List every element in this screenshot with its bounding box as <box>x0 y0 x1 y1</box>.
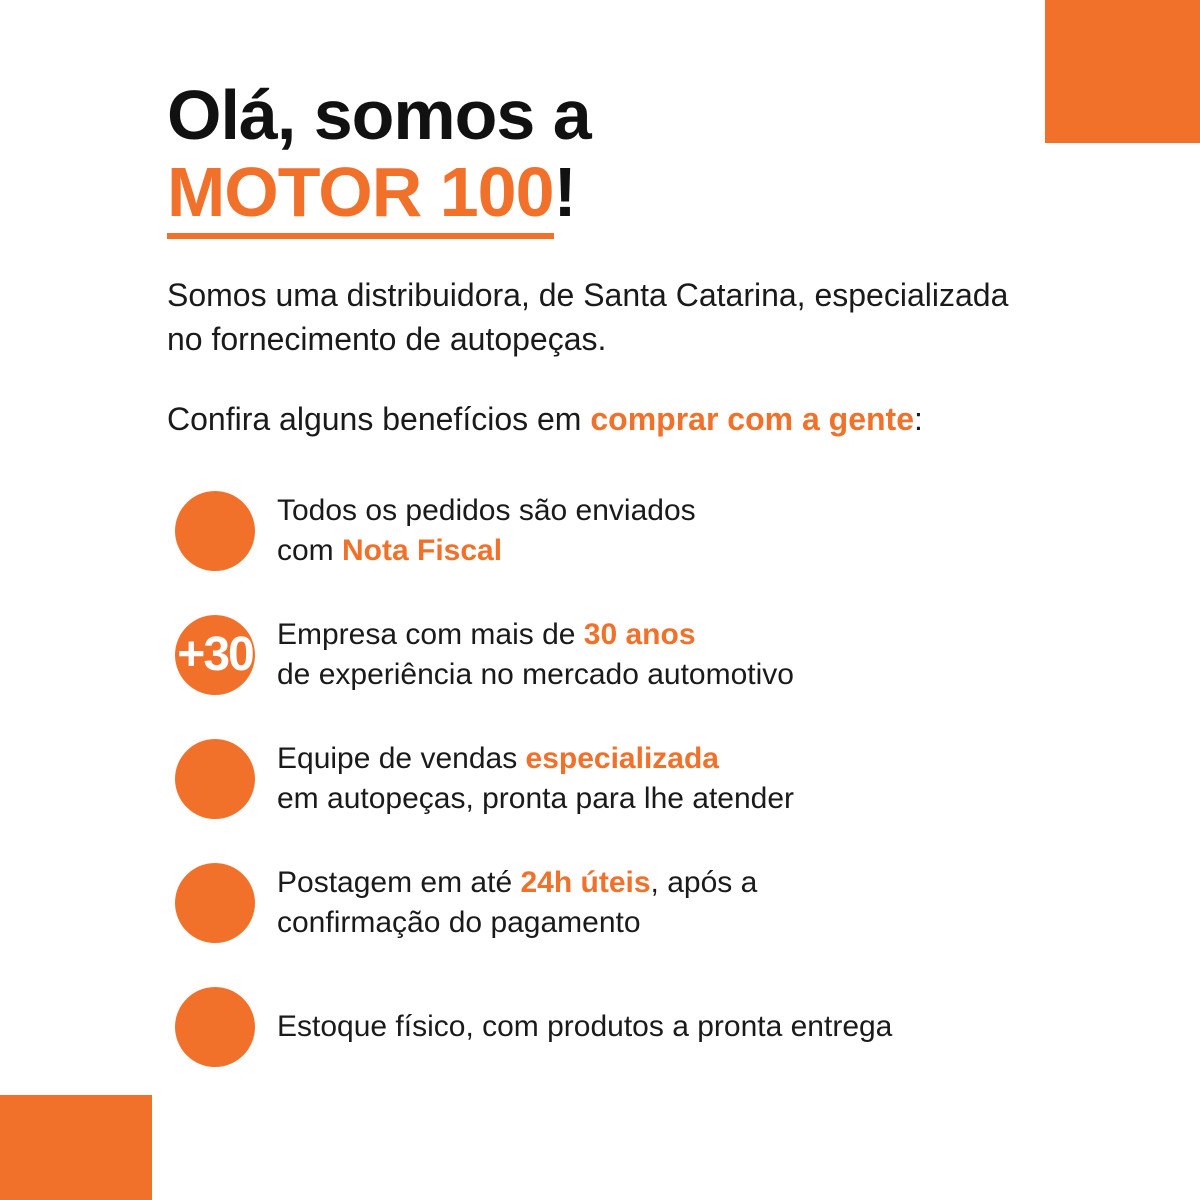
benefit-4-line1-suffix: , após a <box>650 866 758 900</box>
list-item-text <box>277 615 794 694</box>
benefit-5-line1: Estoque físico, com produtos a pronta entrega <box>277 1009 893 1043</box>
list-item <box>167 483 1077 579</box>
badge-plus-30-label: +30 <box>177 628 253 682</box>
sales-agent-icon <box>167 731 263 827</box>
package-stopwatch-icon <box>167 855 263 951</box>
benefits-lead-suffix: : <box>914 401 923 438</box>
benefit-1-line1: Todos os pedidos são enviados <box>277 494 696 528</box>
decorative-square-bottom-left <box>0 1095 152 1200</box>
benefit-1-line2-prefix: com <box>277 533 343 567</box>
benefits-lead <box>167 399 1077 441</box>
benefit-1-line2-highlight: Nota Fiscal <box>342 533 503 567</box>
list-item <box>167 979 1077 1075</box>
list-item <box>167 607 1077 703</box>
list-item <box>167 731 1077 827</box>
page-title <box>167 76 1077 232</box>
headline-line-1: Olá, somos a <box>167 76 591 154</box>
benefits-lead-prefix: Confira alguns benefícios em <box>167 401 591 438</box>
benefit-2-line1-highlight: 30 anos <box>583 618 696 652</box>
benefit-2-line1-prefix: Empresa com mais de <box>277 618 584 652</box>
list-item-text <box>277 863 757 942</box>
benefits-lead-highlight: comprar com a gente <box>590 401 914 438</box>
benefits-list <box>167 483 1077 1075</box>
intro-paragraph: Somos uma distribuidora, de Santa Catarina, especializada no fornecimento de autopeças. <box>167 276 1009 357</box>
list-item <box>167 855 1077 951</box>
clipboard-check-icon <box>167 979 263 1075</box>
plus-30-badge-icon <box>167 607 263 703</box>
benefit-3-line1-prefix: Equipe de vendas <box>277 742 526 776</box>
benefit-3-line1-highlight: especializada <box>525 742 719 776</box>
list-item-text <box>277 491 696 570</box>
list-item-text <box>277 1007 892 1047</box>
content-area <box>167 76 1077 1075</box>
benefit-4-line1-highlight: 24h úteis <box>520 866 651 900</box>
benefit-3-line2: em autopeças, pronta para lhe atender <box>277 781 795 815</box>
headline-exclamation: ! <box>553 153 576 232</box>
brand-name: MOTOR 100 <box>167 153 554 239</box>
receipt-icon <box>167 483 263 579</box>
benefit-4-line1-prefix: Postagem em até <box>277 866 521 900</box>
benefit-4-line2: confirmação do pagamento <box>277 905 641 939</box>
headline-line-2 <box>167 153 1077 232</box>
list-item-text <box>277 739 794 818</box>
benefit-2-line2: de experiência no mercado automotivo <box>277 657 794 691</box>
